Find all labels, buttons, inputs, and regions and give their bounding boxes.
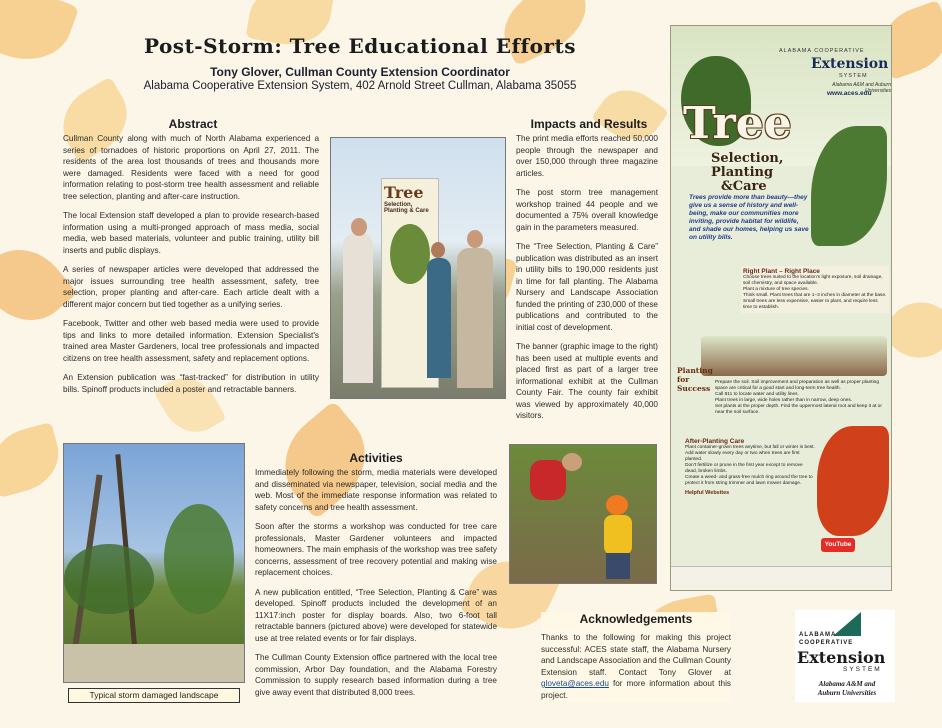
abstract-heading: Abstract <box>168 117 218 131</box>
poster-subtitle-2: Planting <box>711 165 774 180</box>
activities-paragraph: A new publication entitled, “Tree Selection, Planting & Care” was developed. Spinoff products included the development of an 11X17:inch poster for display boards. Also, two 6-foot tall retractable banners (pictured above) were developed for statewide use at tree related events or for fair displays. <box>255 587 497 643</box>
acknowledgements-heading: Acknowledgements <box>579 612 693 626</box>
abstract-body <box>63 133 319 403</box>
activities-paragraph: Immediately following the storm, media materials were developed and disseminated via newspaper, television, social media and the web. Most of the immediate response information was related to safety concerns and tree health assessment. <box>255 468 497 512</box>
impacts-paragraph: The banner (graphic image to the right) has been used at multiple events and placed first as part of a larger tree informational exhibit at the Cullman County Fair. The county fair exhibit was viewed by approximately 40,000 visitors. <box>516 342 658 420</box>
poster-aftercare-item: Create a weed- and grass-free mulch ring around the tree to protect it from string trimmer and lawn mower damage. <box>685 475 813 486</box>
author-line: Tony Glover, Cullman County Extension Coordinator <box>210 65 510 79</box>
abstract-paragraph: Cullman County along with much of North Alabama experienced a series of tornadoes of historic proportions on April 27, 2011. The residents of the area lost thousands of trees and thousands more were damaged. Residents were faced with a need for good information relating to post-storm tree health assessment and reliable tree selection, planting and after-care instruction. <box>63 134 319 201</box>
poster-planting-heading: Planting for Success <box>677 366 713 393</box>
poster-title: Post-Storm: Tree Educational Efforts <box>143 34 577 58</box>
logo-line-4: SYSTEM <box>843 666 882 673</box>
workshop-photo <box>330 137 506 399</box>
logo-line-5: Alabama A&M and <box>818 680 876 688</box>
poster-aftercare-item: Plant container-grown trees anytime, but fall or winter is best. <box>685 445 815 450</box>
abstract-paragraph: An Extension publication was “fast-tracked” for distribution in utility bills. Spinoff products included a poster and retractable banners. <box>63 373 319 394</box>
banner-tree-title: Tree <box>384 183 424 202</box>
tree-poster-image <box>670 25 892 591</box>
affiliation-line: Alabama Cooperative Extension System, 402 Arnold Street Cullman, Alabama 35055 <box>143 80 577 92</box>
poster-intro: Trees provide more than beauty—they give us a sense of history and well-being, make our communities more inviting, provide habitat for wildlife, and shade our homes, helping us save on utility bills. <box>689 194 809 241</box>
impacts-body <box>516 133 658 430</box>
impacts-heading: Impacts and Results <box>530 117 648 131</box>
extension-logo <box>795 610 895 702</box>
acknowledgements-text-after: for more information about this project. <box>541 679 731 700</box>
poster-url: www.aces.edu <box>827 90 872 97</box>
planting-photo <box>509 444 657 584</box>
contact-email-link[interactable]: gloveta@aces.edu <box>541 679 609 688</box>
poster-subtitle-3: &Care <box>721 179 767 194</box>
poster-aftercare-item: Add water slowly every day or two when trees are first planted. <box>685 451 800 462</box>
abstract-paragraph: Facebook, Twitter and other web based media were used to provide tips and links to more detailed information. Extension Specialist's trained area Master Gardeners, local tree professionals and impacted citizens on tree health assessment, safety and replacement options. <box>63 319 319 363</box>
poster-planting-item: Call 811 to locate water and utility lines. <box>715 392 799 397</box>
activities-heading: Activities <box>349 451 403 465</box>
impacts-paragraph: The “Tree Selection, Planting & Care” publication was distributed as an insert in utility bills to 190,000 residents just in time for fall planting. The Alabama Nursery and Landscape Association funded the printing of 230,000 of these publications and contributed to the initial cost of development. <box>516 242 658 332</box>
logo-line-2: COOPERATIVE <box>799 640 854 646</box>
impacts-paragraph: The post storm tree management workshop trained 44 people and we documented a 75% overall knowledge gain in the parameters measured. <box>516 188 658 232</box>
logo-line-6: Auburn Universities <box>817 689 877 697</box>
poster-helpful-heading: Helpful Websites <box>685 490 730 496</box>
poster-planting-item: Set plants at the proper depth. Find the uppermost lateral root and keep it at or near the soil surface. <box>715 404 882 415</box>
poster-brand: Extension <box>811 56 889 72</box>
poster-brand-sub: SYSTEM <box>839 73 868 79</box>
logo-mark-icon <box>833 612 861 636</box>
poster-planting-item: Plant trees in large, wide holes rather than in narrow, deep ones. <box>715 398 853 403</box>
poster-big-title: Tree <box>683 98 792 149</box>
poster-subtitle-1: Selection, <box>711 151 784 166</box>
activities-paragraph: Soon after the storms a workshop was conducted for tree care professionals, Master Gardener volunteers and impacted homeowners. The main emphasis of the workshop was tree safety concerns, assessment of tree recovery potential and making wise replacement choices. <box>255 522 497 577</box>
storm-damage-photo <box>63 443 245 683</box>
poster-right-plant-item: Plant a mixture of tree species. <box>743 287 809 292</box>
banner-tree-subtitle: Selection, Planting & Care <box>384 202 429 214</box>
logo-line-1: ALABAMA <box>799 632 837 638</box>
poster-planting-item: Prepare the soil. Soil improvement and preparation as well as proper planting space are critical for a good start and long-term tree health. <box>715 380 879 391</box>
poster-tagline: Alabama A&M and Auburn Universities <box>832 82 891 94</box>
storm-photo-caption: Typical storm damaged landscape <box>68 688 240 703</box>
poster-brand-small: ALABAMA COOPERATIVE <box>779 48 865 54</box>
logo-line-3: Extension <box>797 648 886 667</box>
abstract-paragraph: A series of newspaper articles were developed that addressed the major issues surrounding tree health assessment, safety, tree selection, proper planting and after-care. Each article dealt with a different major concern but tied together as a unifying series. <box>63 265 319 309</box>
poster-aftercare-heading: After-Planting Care <box>685 438 745 445</box>
poster-right-plant-heading: Right Plant – Right Place <box>743 268 820 275</box>
abstract-paragraph: The local Extension staff developed a plan to provide research-based information using a multi-pronged approach of mass media, social media, web based materials, volunteer and public training, utility bill inserts and public displays. <box>63 211 319 255</box>
acknowledgements-text <box>541 632 731 701</box>
poster-aftercare-item: Don't fertilize or prune in the first year except to remove dead, broken limbs. <box>685 463 803 474</box>
decorative-leaf <box>0 422 67 498</box>
poster-right-plant-item: Think small. Plant trees that are 1–3 inches in diameter at the base. Small trees are less expensive, easier to plant, and require less time to establish. <box>743 293 887 310</box>
youtube-icon: YouTube <box>821 538 855 552</box>
activities-body <box>255 467 497 706</box>
acknowledgements-box <box>541 612 731 702</box>
acknowledgements-text-before: Thanks to the following for making this project successful: ACES state staff, the Alabama Nursery and Landscape Association and the Cullman County Extension staff. Contact Tony Glover at <box>541 633 731 677</box>
impacts-paragraph: The print media efforts reached 50,000 people through the newspaper and over 150,000 through three magazine articles. <box>516 134 658 178</box>
poster-right-plant-item: Choose trees suited to the location's light exposure, soil drainage, soil chemistry, and space available. <box>743 275 883 286</box>
activities-paragraph: The Cullman County Extension office partnered with the local tree commission, Arbor Day foundation, and the Alabama Forestry Commission to supply research based information during a tree give away event that distributed 8,000 trees. <box>255 653 497 697</box>
